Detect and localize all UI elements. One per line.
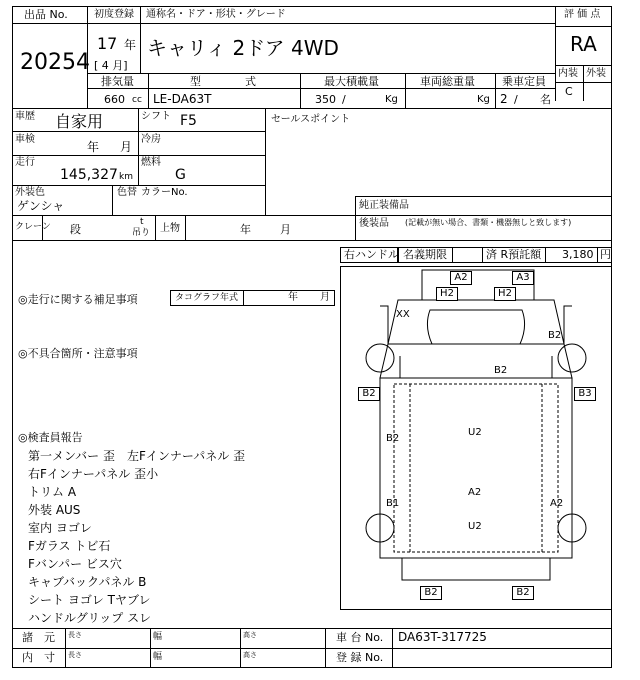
name-change-label: 名義期限 <box>403 248 447 261</box>
capacity-label: 乗車定員 <box>502 75 546 88</box>
color-change-label: 色替 <box>117 187 137 198</box>
footer-width-label-1: 幅 <box>153 632 163 642</box>
first-reg-year: 17 <box>97 34 118 53</box>
inspector-report-label: ◎検査員報告 <box>18 431 83 444</box>
aftermarket-label: 後装品 <box>359 218 389 229</box>
interior-label: 内装 <box>558 68 578 79</box>
tachograph-label: タコグラフ年式 <box>175 293 239 303</box>
mark-u2-bed-front: U2 <box>468 427 482 438</box>
std-equipment-label: 純正装備品 <box>359 200 409 211</box>
chassis-no: DA63T-317725 <box>398 630 487 644</box>
model-label: 型 式 <box>190 75 256 88</box>
sales-point-label: セールスポイント <box>271 114 351 125</box>
first-reg-label: 初度登録 <box>94 9 134 20</box>
recycle-yen: 円 <box>600 248 611 261</box>
color-no-label: カラーNo. <box>141 187 188 198</box>
mark-b2-right-front: B2 <box>548 330 562 341</box>
model-value: LE-DA63T <box>153 92 212 106</box>
mark-h2-right: H2 <box>494 287 516 301</box>
mark-a2-right-rear: A2 <box>550 498 564 509</box>
crane-t: t <box>140 217 144 227</box>
mileage-value: 145,327 <box>60 167 118 183</box>
driving-notes-label: ◎走行に関する補足事項 <box>18 293 138 306</box>
crane-steps: 段 <box>70 223 81 236</box>
footer-height-label-1: 高さ <box>243 631 257 639</box>
mark-b2-windshield: B2 <box>494 365 508 376</box>
report-line: トリム A <box>28 485 77 499</box>
footer-len-label-2: 長さ <box>68 651 82 659</box>
aftermarket-note: (記載が無い場合、書類・機器無しと致します) <box>405 218 572 227</box>
displacement-value: 660 <box>104 93 125 106</box>
mark-b3-right: B3 <box>574 387 596 401</box>
rating-value: RA <box>570 32 597 56</box>
chassis-label: 車 台 No. <box>336 631 384 644</box>
footer-row1-label: 諸 元 <box>22 631 55 644</box>
rating-label: 評 価 点 <box>564 9 601 20</box>
mark-b2-rear-right: B2 <box>512 586 534 600</box>
displacement-label: 排気量 <box>101 75 134 88</box>
inspection-year-unit: 年 <box>87 140 100 154</box>
report-line: 室内 ヨゴレ <box>28 521 92 535</box>
mark-b1-left: B1 <box>386 498 400 509</box>
report-line: シート ヨゴレ Tヤブレ <box>28 593 151 607</box>
lot-no-label: 出品 No. <box>24 8 68 21</box>
report-line: 第一メンバー 歪 左Fインナーパネル 歪 <box>28 449 246 463</box>
mark-a2-bed-mid: A2 <box>468 487 482 498</box>
max-load-label: 最大積載量 <box>324 75 379 88</box>
report-line: キャブバックパネル B <box>28 575 147 589</box>
gross-weight-label: 車両総重量 <box>420 75 475 88</box>
inspection-label: 車検 <box>15 134 35 145</box>
inspection-month-unit: 月 <box>120 140 133 154</box>
exterior-color-label: 外装色 <box>15 187 45 198</box>
shift-label: シフト <box>141 111 171 122</box>
report-line: 外装 AUS <box>28 503 81 517</box>
defects-label: ◎不具合箇所・注意事項 <box>18 347 138 360</box>
steering-value: 右ハンドル <box>344 248 399 261</box>
mileage-label: 走行 <box>15 157 35 168</box>
mark-a2-top: A2 <box>450 271 472 285</box>
mileage-unit: km <box>119 172 133 182</box>
recycle-label: 済 R預託額 <box>486 248 542 261</box>
registration-label: 登 録 No. <box>336 651 384 664</box>
lot-no: 20254 <box>20 50 90 75</box>
exterior-color-value: ゲンシャ <box>17 199 65 213</box>
displacement-unit: cc <box>132 95 142 105</box>
report-line: ハンドルグリップ スレ <box>28 611 152 625</box>
footer-row2-label: 内 寸 <box>22 651 55 664</box>
capacity-unit: 名 <box>540 93 551 106</box>
car-name: キャリィ 2ドア 4WD <box>147 36 339 60</box>
upper-month: 月 <box>280 223 291 236</box>
upper-label: 上物 <box>160 223 180 234</box>
tachograph-month: 月 <box>320 292 330 303</box>
report-line: Fガラス トビ石 <box>28 539 111 553</box>
history-value: 自家用 <box>55 112 104 131</box>
mark-a3-top: A3 <box>512 271 534 285</box>
footer-height-label-2: 高さ <box>243 651 257 659</box>
interior-grade: C <box>565 85 573 98</box>
upper-year: 年 <box>240 223 251 236</box>
gross-weight-unit: Kg <box>477 94 490 105</box>
capacity-value: 2 <box>500 92 508 106</box>
capacity-slash: / <box>514 93 518 106</box>
crane-label: クレーン <box>15 222 51 232</box>
mark-b2-rear-left: B2 <box>420 586 442 600</box>
ac-label: 冷房 <box>141 134 161 145</box>
first-reg-month: [ 4 月] <box>94 59 128 72</box>
car-name-label: 通称名・ドア・形状・グレード <box>146 9 286 20</box>
exterior-label: 外装 <box>586 68 606 79</box>
max-load-slash: / <box>342 93 346 106</box>
mark-u2-bed-rear: U2 <box>468 521 482 532</box>
mark-b2-left-cab: B2 <box>386 433 400 444</box>
shift-value: F5 <box>180 113 197 129</box>
mark-xx: XX <box>396 309 410 320</box>
first-reg-year-unit: 年 <box>124 38 137 52</box>
footer-width-label-2: 幅 <box>153 652 163 662</box>
history-label: 車歴 <box>15 111 35 122</box>
truck-outline-diagram <box>340 266 612 610</box>
mark-b2-left-side: B2 <box>358 387 380 401</box>
fuel-label: 燃料 <box>141 157 161 168</box>
mark-h2-left: H2 <box>436 287 458 301</box>
report-line: 右Fインナーパネル 歪小 <box>28 467 159 481</box>
tachograph-year: 年 <box>288 292 298 303</box>
max-load-unit: Kg <box>385 94 398 105</box>
footer-len-label-1: 長さ <box>68 631 82 639</box>
max-load-value: 350 <box>315 93 336 106</box>
recycle-amount: 3,180 <box>562 248 594 261</box>
crane-lift: 吊り <box>132 228 151 238</box>
report-line: Fバンパー ビス穴 <box>28 557 122 571</box>
fuel-value: G <box>175 167 186 183</box>
